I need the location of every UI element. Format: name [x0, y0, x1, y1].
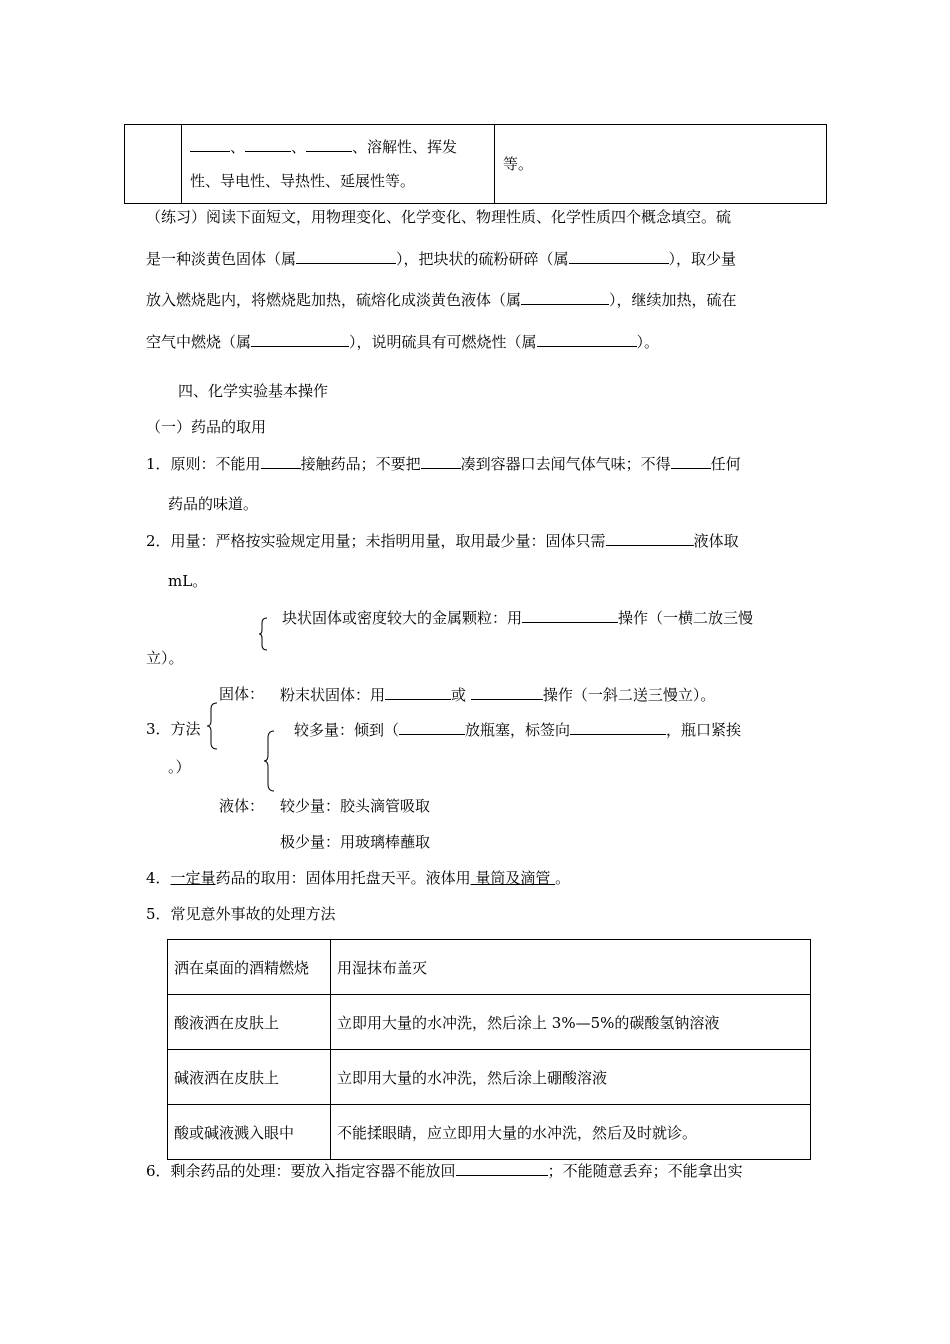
item-4: 4．一定量药品的取用：固体用托盘天平。液体用 量筒及滴管 。	[146, 869, 571, 887]
blank	[456, 1160, 548, 1176]
subsection-heading: （一）药品的取用	[146, 418, 267, 436]
exercise-line-4: 空气中燃烧（属 ），说明硫具有可燃烧性（属 ）。	[146, 333, 660, 351]
blank	[385, 684, 451, 700]
accident-cell: 碱液洒在皮肤上	[168, 1050, 331, 1105]
blank	[569, 248, 669, 264]
properties-cell: 、 、 、溶解性、挥发 性、导电性、导热性、延展性等。	[182, 125, 495, 204]
properties-text: 、溶解性、挥发	[352, 138, 458, 156]
exercise-line-2: 是一种淡黄色固体（属 ），把块状的硫粉研碎（属 ），取少量	[146, 250, 737, 268]
solid-block-line: 块状固体或密度较大的金属颗粒：用 操作（一横二放三慢	[282, 609, 754, 627]
properties-table	[124, 124, 827, 204]
blank	[471, 684, 543, 700]
blank	[521, 289, 609, 305]
accident-cell: 酸液洒在皮肤上	[168, 995, 331, 1050]
brace-solid	[258, 617, 266, 651]
item-1: 1．原则：不能用 接触药品；不要把 凑到容器口去闻气体气味；不得 任何	[146, 455, 741, 473]
table-row	[168, 1105, 811, 1160]
blank	[190, 136, 230, 152]
method-cell: 用湿抹布盖灭	[331, 940, 811, 995]
item-6: 6．剩余药品的处理：要放入指定容器不能放回 ；不能随意丢弃；不能拿出实	[146, 1162, 743, 1180]
blank	[399, 719, 465, 735]
blank	[522, 607, 618, 623]
section-heading: 四、化学实验基本操作	[178, 382, 329, 400]
blank	[537, 331, 637, 347]
table-row	[168, 995, 811, 1050]
method-cell: 立即用大量的水冲洗，然后涂上硼酸溶液	[331, 1050, 811, 1105]
right-cell-text: 等。	[503, 155, 534, 173]
right-cell	[495, 125, 827, 204]
blank	[306, 136, 352, 152]
blank	[606, 530, 694, 546]
blank	[251, 331, 349, 347]
item-2-cont: mL。	[168, 572, 208, 590]
method-cell: 不能揉眼睛，应立即用大量的水冲洗，然后及时就诊。	[331, 1105, 811, 1160]
blank	[245, 136, 291, 152]
exercise-line-3: 放入燃烧匙内，将燃烧匙加热，硫熔化成淡黄色液体（属 ），继续加热，硫在	[146, 291, 737, 309]
accident-cell: 酸或碱液溅入眼中	[168, 1105, 331, 1160]
accident-table	[167, 939, 811, 1160]
table-row	[168, 1050, 811, 1105]
item-5: 5．常见意外事故的处理方法	[146, 905, 336, 923]
blank	[296, 248, 396, 264]
solid-label: 固体：	[219, 685, 265, 703]
liquid-more-line: 较多量：倾到（ 放瓶塞，标签向 ，瓶口紧挨	[294, 721, 742, 739]
empty-cell	[125, 125, 182, 204]
powder-line: 粉末状固体：用 或 操作（一斜二送三慢立）。	[280, 686, 716, 704]
liquid-label: 液体：	[219, 797, 265, 815]
liquid-less-line: 较少量：胶头滴管吸取	[280, 797, 431, 815]
liquid-least-line: 极少量：用玻璃棒蘸取	[280, 833, 431, 851]
solid-block-cont: 立）。	[146, 649, 184, 667]
brace-liquid	[263, 730, 271, 792]
accident-cell: 洒在桌面的酒精燃烧	[168, 940, 331, 995]
blank	[421, 453, 461, 469]
blank	[570, 719, 666, 735]
table-row	[168, 940, 811, 995]
method-label: 3．方法	[146, 720, 201, 738]
blank	[671, 453, 711, 469]
liquid-more-cont: 。）	[168, 758, 191, 776]
exercise-line-1: （练习）阅读下面短文，用物理变化、化学变化、物理性质、化学性质四个概念填空。硫	[146, 208, 732, 226]
method-cell: 立即用大量的水冲洗，然后涂上 3%—5%的碳酸氢钠溶液	[331, 995, 811, 1050]
blank	[261, 453, 301, 469]
brace-method	[206, 702, 214, 750]
properties-text-cont: 性、导电性、导热性、延展性等。	[190, 172, 416, 190]
item-2: 2．用量：严格按实验规定用量；未指明用量，取用最少量：固体只需 液体取	[146, 532, 739, 550]
item-1-cont: 药品的味道。	[168, 495, 259, 513]
